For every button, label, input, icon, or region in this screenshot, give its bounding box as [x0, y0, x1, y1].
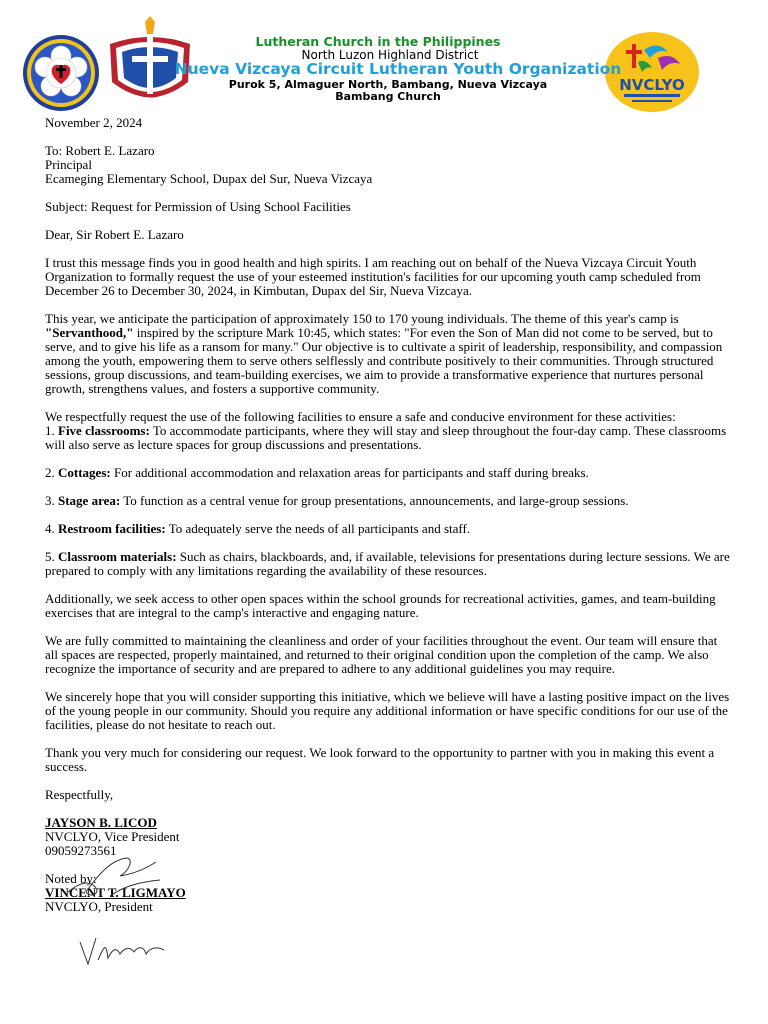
subject-line: Subject: Request for Permission of Using School Facilities	[45, 199, 351, 214]
paragraph-thanks: Thank you very much for considering our request. We look forward to the opportunity to partner with you in making this event a success.	[45, 745, 715, 774]
facility-item	[45, 494, 730, 508]
facility-number: 4.	[45, 521, 55, 536]
paragraph-hope: We sincerely hope that you will consider supporting this initiative, which we believe will have a lasting positive impact on the lives of the young people in our community. Should you require any additional information or have specific conditions for our use of the facilities, please do not hesitate to reach out.	[45, 689, 730, 732]
facility-number: 2.	[45, 465, 55, 480]
signer1-name: JAYSON B. LICOD	[45, 815, 157, 830]
letter-body	[45, 116, 730, 914]
signer1-phone: 09059273561	[45, 843, 117, 858]
signature-president	[74, 932, 174, 972]
facility-number: 3.	[45, 493, 55, 508]
signer2-title: NVCLYO, President	[45, 899, 153, 914]
facility-name: Cottages:	[58, 465, 111, 480]
logo-wordmark: NVCLYO	[619, 76, 685, 94]
paragraph-facilities-intro: We respectfully request the use of the following facilities to ensure a safe and conducive environment for these activities:	[45, 409, 676, 424]
district-name: North Luzon Highland District	[301, 48, 479, 62]
facility-item	[45, 550, 730, 578]
facility-name: Five classrooms:	[58, 423, 150, 438]
paragraph-commitment: We are fully committed to maintaining the cleanliness and order of your facilities throughout the event. Our team will ensure that all spaces are respected, properly maintained, and returned to their original condition upon the completion of the camp. We also recognize the importance of security and are prepared to adhere to any additional guidelines you may require.	[45, 633, 718, 676]
facility-name: Stage area:	[58, 493, 121, 508]
theme-text-pre: This year, we anticipate the participation of approximately 150 to 170 young individuals. The theme of this year's camp is	[45, 311, 679, 326]
facility-item	[45, 522, 730, 536]
facility-number: 5.	[45, 549, 55, 564]
signer2-name: VINCENT T. LIGMAYO	[45, 885, 186, 900]
facility-description: For additional accommodation and relaxation areas for participants and staff during breaks.	[110, 465, 589, 480]
letter-date: November 2, 2024	[45, 115, 143, 130]
signer1-title: NVCLYO, Vice President	[45, 829, 180, 844]
closing: Respectfully,	[45, 787, 114, 802]
theme-text-post: inspired by the scripture Mark 10:45, which states: "For even the Son of Man did not come to be served, but to serve, and to give his life as a ransom for many." Our objective is to cultivate a spirit of leadership, responsibility, and compassion among the youth, empowering them to serve others selflessly and contribute positively to their communities. Through structured sessions, group discussions, and team-building exercises, we aim to provide a transformative experience that nurtures personal growth, strengthens values, and fosters a supportive community.	[45, 325, 723, 396]
noted-by-label: Noted by:	[45, 871, 97, 886]
paragraph-theme	[45, 312, 730, 396]
organization-name: Nueva Vizcaya Circuit Lutheran Youth Organization	[174, 60, 622, 78]
paragraph-open-spaces: Additionally, we seek access to other open spaces within the school grounds for recreational activities, games, and team-building exercises that are integral to the camp's interactive and engaging nature.	[45, 591, 716, 620]
facility-description: Such as chairs, blackboards, and, if available, televisions for presentations during lecture sessions. We are prepared to comply with any limitations regarding the availability of these resources.	[45, 549, 730, 578]
facility-description: To accommodate participants, where they will stay and sleep throughout the four-day camp. These classrooms will also serve as lecture spaces for group discussions and presentations.	[45, 423, 727, 452]
recipient-title: Principal	[45, 157, 92, 172]
facility-description: To adequately serve the needs of all participants and staff.	[165, 521, 471, 536]
church-name: Lutheran Church in the Philippines	[255, 34, 501, 49]
facility-item	[45, 466, 730, 480]
facility-description: To function as a central venue for group presentations, announcements, and large-group sessions.	[120, 493, 629, 508]
recipient-name: To: Robert E. Lazaro	[45, 143, 155, 158]
salutation: Dear, Sir Robert E. Lazaro	[45, 227, 184, 242]
facility-name: Classroom materials:	[58, 549, 177, 564]
facility-name: Restroom facilities:	[58, 521, 166, 536]
letterhead	[0, 0, 768, 118]
facility-item	[45, 424, 730, 452]
paragraph-intro: I trust this message finds you in good health and high spirits. I am reaching out on behalf of the Nueva Vizcaya Circuit Youth Organization to formally request the use of your esteemed institution's facilities for our upcoming youth camp scheduled from December 26 to December 30, 2024, in Kimbutan, Dupax del Sir, Nueva Vizcaya.	[45, 255, 701, 298]
church-location: Bambang Church	[335, 90, 441, 103]
recipient-school: Ecameging Elementary School, Dupax del Sur, Nueva Vizcaya	[45, 171, 373, 186]
facility-number: 1.	[45, 423, 55, 438]
address: Purok 5, Almaguer North, Bambang, Nueva Vizcaya	[228, 78, 548, 91]
theme-title: "Servanthood,"	[45, 325, 134, 340]
